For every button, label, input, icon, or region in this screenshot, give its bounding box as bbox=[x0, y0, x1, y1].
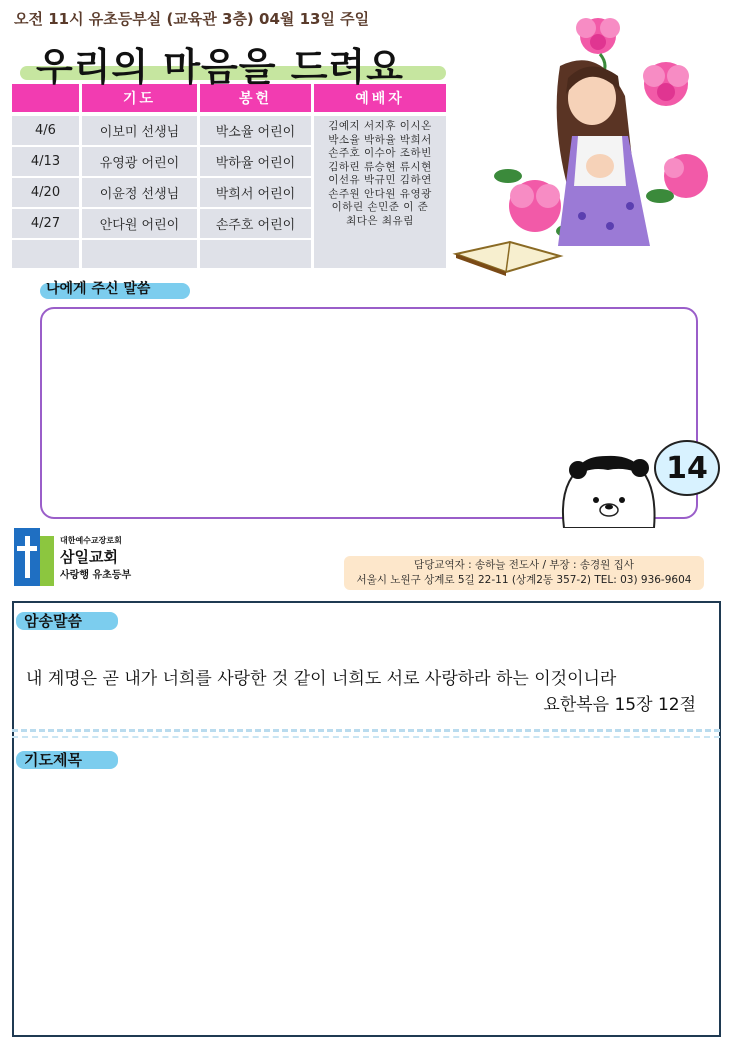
girl-figure bbox=[557, 60, 650, 246]
header-cell-worshippers: 예배자 bbox=[314, 84, 446, 112]
service-info: 오전 11시 유초등부실 (교육관 3층) 04월 13일 주일 bbox=[14, 10, 370, 28]
table-cell-date: 4/27 bbox=[12, 209, 79, 238]
table-cell-date: 4/13 bbox=[12, 147, 79, 176]
schedule-table bbox=[12, 84, 446, 268]
divider bbox=[12, 736, 720, 738]
table-cell-prayer: 안다원 어린이 bbox=[82, 209, 197, 238]
bible-icon bbox=[456, 242, 560, 276]
table-cell-offering: 손주호 어린이 bbox=[200, 209, 311, 238]
contact-info bbox=[344, 556, 704, 590]
memory-verse-reference: 요한복음 15장 12절 bbox=[543, 695, 696, 715]
bear-mascot-icon bbox=[556, 452, 662, 528]
contact-address: 서울시 노원구 상계로 5길 22-11 (상계2동 357-2) TEL: 03) 936-9604 bbox=[356, 574, 692, 586]
church-name: 삼일교회 bbox=[60, 548, 118, 566]
table-cell-offering: 박하율 어린이 bbox=[200, 147, 311, 176]
page-title: 우리의 마음을 드려요 bbox=[36, 45, 404, 89]
table-cell-empty bbox=[12, 240, 79, 268]
memory-verse-title: 암송말씀 bbox=[24, 612, 82, 630]
table-cell-date: 4/6 bbox=[12, 116, 79, 145]
table-cell-offering: 박소율 어린이 bbox=[200, 116, 311, 145]
word-section-title: 나에게 주신 말씀 bbox=[46, 281, 151, 297]
contact-staff: 담당교역자 : 송하늘 전도사 / 부장 : 송경원 집사 bbox=[414, 559, 634, 571]
worshippers-list: 김예지 서지후 이시온 박소율 박하율 박희서 손주호 이수아 조하빈 김하린 류승현 류시현 이선유 박규민 김하연 손주원 안다원 유영광 이하린 손민준 이 준 최다은 최유림 bbox=[314, 116, 446, 268]
denomination: 대한예수교장로회 bbox=[60, 536, 122, 545]
table-cell-empty bbox=[82, 240, 197, 268]
logo-green-bar bbox=[40, 536, 54, 586]
church-logo-icon bbox=[14, 528, 40, 586]
table-cell-empty bbox=[200, 240, 311, 268]
prayer-topics-title: 기도제목 bbox=[24, 751, 82, 769]
table-cell-prayer: 유영광 어린이 bbox=[82, 147, 197, 176]
table-cell-date: 4/20 bbox=[12, 178, 79, 207]
memory-verse-text: 내 계명은 곧 내가 너희를 사랑한 것 같이 너희도 서로 사랑하라 하는 이것이니라 bbox=[26, 669, 617, 689]
table-cell-offering: 박희서 어린이 bbox=[200, 178, 311, 207]
flower-icon bbox=[643, 62, 689, 106]
prayer-topics-area[interactable] bbox=[16, 776, 716, 1032]
divider bbox=[12, 729, 720, 732]
church-department: 사랑행 유초등부 bbox=[60, 570, 132, 581]
header-cell-offering: 봉헌 bbox=[200, 84, 311, 112]
header-cell-prayer: 기도 bbox=[82, 84, 197, 112]
table-cell-prayer: 이윤정 선생님 bbox=[82, 178, 197, 207]
page-number-bubble: 14 bbox=[654, 440, 720, 496]
praying-girl-illustration bbox=[450, 6, 738, 278]
table-cell-prayer: 이보미 선생님 bbox=[82, 116, 197, 145]
